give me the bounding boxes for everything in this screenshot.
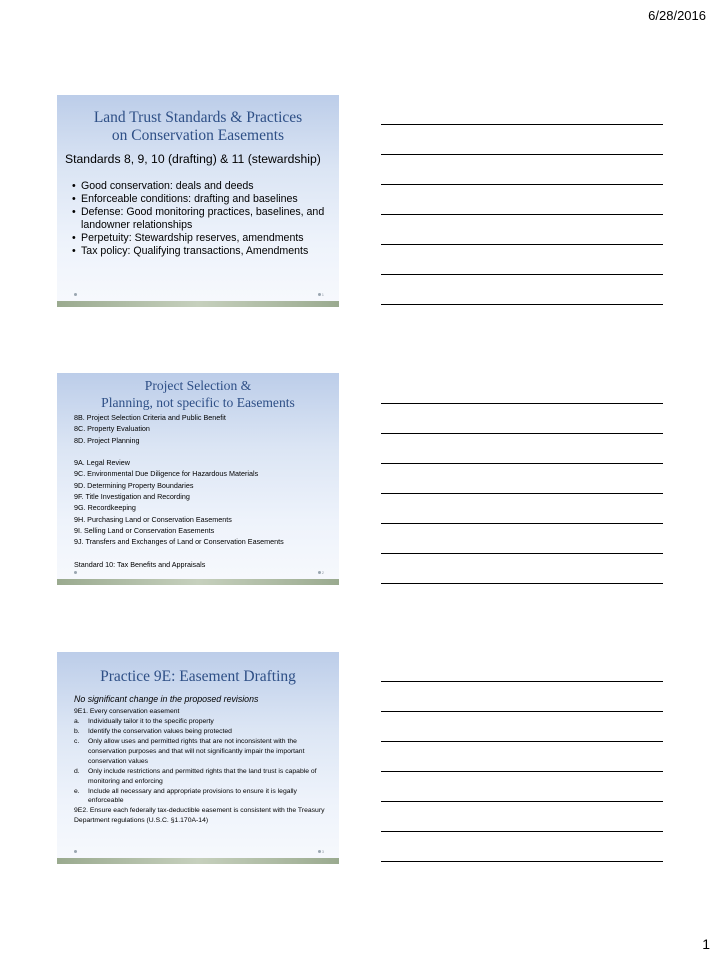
notes-lines-1 [381,124,663,334]
note-line [381,681,663,682]
practice-line: 9C. Environmental Due Diligence for Hazardous Materials [74,469,259,479]
page-number: 1 [702,936,710,952]
bullet-item: • Good conservation: deals and deeds [72,180,331,193]
practice-line [74,548,339,559]
slide-2-title: Project Selection & Planning, not specific to Easements [101,378,295,410]
slide-number: 3 [318,849,324,854]
note-line [381,463,663,464]
note-line [381,741,663,742]
note-line [381,433,663,434]
notes-lines-2 [381,403,663,613]
note-line [381,583,663,584]
slide-number: 2 [318,570,324,575]
list-item: d. Only include restrictions and permitted rights that the land trust is capable of monitoring and enforcing [74,767,317,785]
slide-number: 1 [318,292,324,297]
note-line [381,403,663,404]
practice-line: 8D. Project Planning [74,435,140,445]
slide-3-body [74,707,325,826]
note-line [381,711,663,712]
note-line [381,523,663,524]
list-item: c. Only allow uses and permitted rights that are not inconsistent with the conservation purposes and that will not significantly impair the important conservation values [74,738,305,765]
note-line [381,244,663,245]
slide-1-bullet-list [72,180,331,258]
practice-line [74,446,339,457]
slide-footer-bar [57,579,339,585]
slide-footer-bar [57,301,339,307]
notes-lines-3 [381,681,663,891]
note-line [381,274,663,275]
bullet-item: • Perpetuity: Stewardship reserves, amendments [72,232,331,245]
slide-2-practice-list [74,412,339,570]
slide-1-subtitle: Standards 8, 9, 10 (drafting) & 11 (stewardship) [65,151,321,166]
practice-line: Standard 10: Tax Benefits and Appraisals [74,559,206,569]
practice-line: 9F. Title Investigation and Recording [74,492,190,502]
note-line [381,184,663,185]
intro-line: 9E1. Every conservation easement [74,708,180,716]
note-line [381,154,663,155]
slide-logo-dot-icon [74,292,78,297]
note-line [381,214,663,215]
note-line [381,831,663,832]
practice-line: 9H. Purchasing Land or Conservation Easements [74,514,232,524]
slide-2-thumbnail [57,373,339,585]
practice-line: 9I. Selling Land or Conservation Easements [74,525,215,535]
slide-3-thumbnail [57,652,339,864]
slide-1-thumbnail [57,95,339,307]
practice-line: 8C. Property Evaluation [74,424,150,434]
practice-line: 8B. Project Selection Criteria and Public Benefit [74,413,226,422]
note-line [381,553,663,554]
practice-line: 9J. Transfers and Exchanges of Land or Conservation Easements [74,537,284,547]
closing-line: 9E2. Ensure each federally tax-deductible easement is consistent with the Treasury Department regulations (U.S.C. §1.170A-14) [74,807,325,825]
list-item: b. Identify the conservation values being protected [74,728,232,736]
slide-footer-bar [57,858,339,864]
bullet-item: • Defense: Good monitoring practices, baselines, and landowner relationships [72,206,331,232]
practice-line: 9D. Determining Property Boundaries [74,480,194,490]
bullet-item: • Tax policy: Qualifying transactions, Amendments [72,245,331,258]
slide-logo-dot-icon [74,849,78,854]
slide-3-title: Practice 9E: Easement Drafting [100,668,296,685]
note-line [381,124,663,125]
list-item: a. Individually tailor it to the specific property [74,718,214,726]
note-line [381,493,663,494]
slide-1-title: Land Trust Standards & Practices on Conservation Easements [93,109,303,145]
list-item: e. Include all necessary and appropriate provisions to ensure it is legally enforceable [74,787,297,805]
slide-logo-dot-icon [74,570,78,575]
note-line [381,304,663,305]
print-date: 6/28/2016 [648,8,706,23]
note-line [381,861,663,862]
slide-3-note: No significant change in the proposed revisions [74,694,259,705]
practice-line: 9A. Legal Review [74,458,130,468]
note-line [381,771,663,772]
bullet-item: • Enforceable conditions: drafting and baselines [72,193,331,206]
note-line [381,801,663,802]
practice-line: 9G. Recordkeeping [74,503,136,513]
